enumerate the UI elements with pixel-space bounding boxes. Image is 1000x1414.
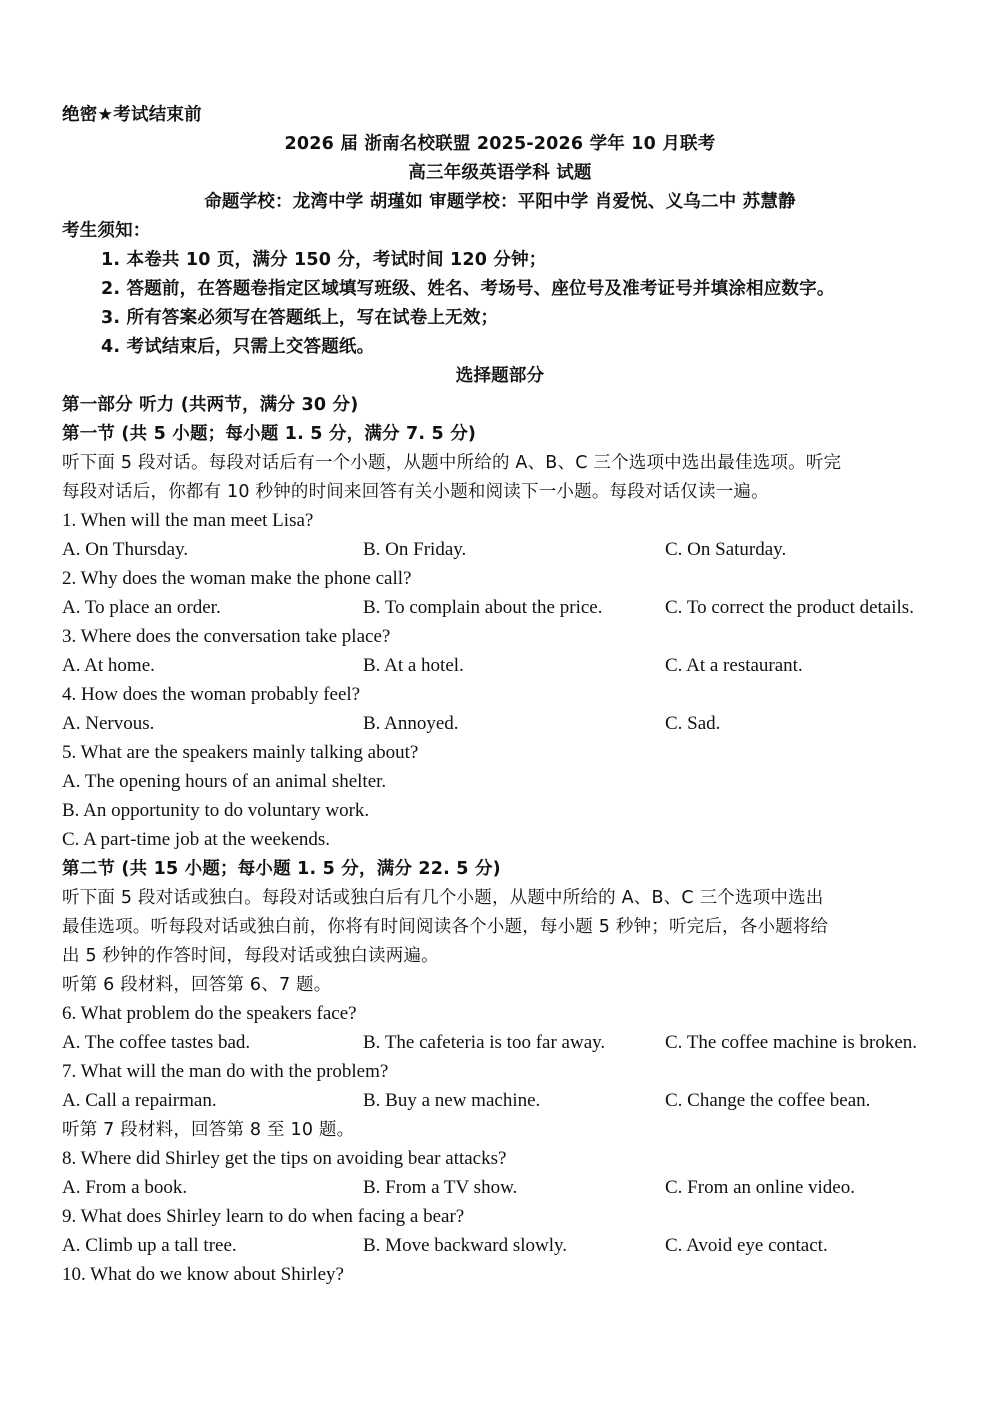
option-6a: A. The coffee tastes bad. — [62, 1032, 251, 1053]
option-5c: C. A part-time job at the weekends. — [62, 829, 331, 850]
option-3c: C. At a restaurant. — [665, 655, 803, 676]
section1-title: 第一节 (共 5 小题；每小题 1. 5 分，满分 7. 5 分) — [62, 424, 477, 444]
option-9b: B. Move backward slowly. — [363, 1235, 568, 1256]
exam-subtitle: 高三年级英语学科 试题 — [408, 163, 592, 183]
exam-title: 2026 届 浙南名校联盟 2025-2026 学年 10 月联考 — [284, 134, 716, 154]
option-4c: C. Sad. — [665, 713, 721, 734]
question-2: 2. Why does the woman make the phone call? — [62, 568, 412, 589]
question-7: 7. What will the man do with the problem? — [62, 1061, 389, 1082]
section1-instructions-line: 每段对话后，你都有 10 秒钟的时间来回答有关小题和阅读下一小题。每段对话仅读一遍。 — [62, 482, 769, 502]
material-6-label: 听第 6 段材料，回答第 6、7 题。 — [62, 975, 332, 995]
exam-authors: 命题学校：龙湾中学 胡瑾如 审题学校：平阳中学 肖爱悦、义乌二中 苏慧静 — [204, 192, 796, 212]
section1-instructions-line: 听下面 5 段对话。每段对话后有一个小题，从题中所给的 A、B、C 三个选项中选出最佳选项。听完 — [62, 453, 842, 473]
option-9a: A. Climb up a tall tree. — [62, 1235, 237, 1256]
option-6c: C. The coffee machine is broken. — [665, 1032, 918, 1053]
question-5: 5. What are the speakers mainly talking about? — [62, 742, 419, 763]
option-2a: A. To place an order. — [62, 597, 221, 618]
option-2c: C. To correct the product details. — [665, 597, 914, 618]
material-7-label: 听第 7 段材料，回答第 8 至 10 题。 — [62, 1120, 355, 1140]
option-1a: A. On Thursday. — [62, 539, 189, 560]
section2-instructions-line: 出 5 秒钟的作答时间，每段对话或独白读两遍。 — [62, 946, 439, 966]
option-7c: C. Change the coffee bean. — [665, 1090, 871, 1111]
option-4b: B. Annoyed. — [363, 713, 459, 734]
notice-item: 2. 答题前，在答题卷指定区域填写班级、姓名、考场号、座位号及准考证号并填涂相应数字。 — [101, 279, 835, 299]
option-9c: C. Avoid eye contact. — [665, 1235, 828, 1256]
star-icon: ★ — [97, 105, 114, 125]
section2-instructions-line: 最佳选项。听每段对话或独白前，你将有时间阅读各个小题，每小题 5 秒钟；听完后，各小题将给 — [62, 917, 829, 937]
option-4a: A. Nervous. — [62, 713, 155, 734]
option-3b: B. At a hotel. — [363, 655, 464, 676]
confidential-label — [62, 103, 202, 127]
section-title: 选择题部分 — [455, 366, 545, 386]
notice-item: 1. 本卷共 10 页，满分 150 分，考试时间 120 分钟； — [101, 250, 547, 270]
option-8b: B. From a TV show. — [363, 1177, 518, 1198]
question-6: 6. What problem do the speakers face? — [62, 1003, 357, 1024]
confidential-suffix: 考试结束前 — [113, 105, 202, 125]
option-1c: C. On Saturday. — [665, 539, 787, 560]
question-9: 9. What does Shirley learn to do when facing a bear? — [62, 1206, 465, 1227]
question-4: 4. How does the woman probably feel? — [62, 684, 361, 705]
question-10: 10. What do we know about Shirley? — [62, 1264, 344, 1285]
option-3a: A. At home. — [62, 655, 155, 676]
part1-title: 第一部分 听力 (共两节，满分 30 分) — [62, 395, 359, 415]
option-7b: B. Buy a new machine. — [363, 1090, 541, 1111]
option-5a: A. The opening hours of an animal shelter. — [62, 771, 387, 792]
notice-item: 4. 考试结束后，只需上交答题纸。 — [101, 337, 375, 357]
option-8a: A. From a book. — [62, 1177, 188, 1198]
option-7a: A. Call a repairman. — [62, 1090, 217, 1111]
question-1: 1. When will the man meet Lisa? — [62, 510, 314, 531]
option-5b: B. An opportunity to do voluntary work. — [62, 800, 370, 821]
option-1b: B. On Friday. — [363, 539, 467, 560]
question-8: 8. Where did Shirley get the tips on avoiding bear attacks? — [62, 1148, 507, 1169]
section2-title: 第二节 (共 15 小题；每小题 1. 5 分，满分 22. 5 分) — [62, 859, 501, 879]
section2-instructions-line: 听下面 5 段对话或独白。每段对话或独白后有几个小题，从题中所给的 A、B、C 三个选项中选出 — [62, 888, 824, 908]
confidential-prefix: 绝密 — [62, 105, 98, 125]
question-3: 3. Where does the conversation take place? — [62, 626, 391, 647]
notice-heading: 考生须知： — [62, 221, 151, 241]
option-8c: C. From an online video. — [665, 1177, 855, 1198]
option-6b: B. The cafeteria is too far away. — [363, 1032, 606, 1053]
option-2b: B. To complain about the price. — [363, 597, 603, 618]
notice-item: 3. 所有答案必须写在答题纸上，写在试卷上无效； — [101, 308, 499, 328]
